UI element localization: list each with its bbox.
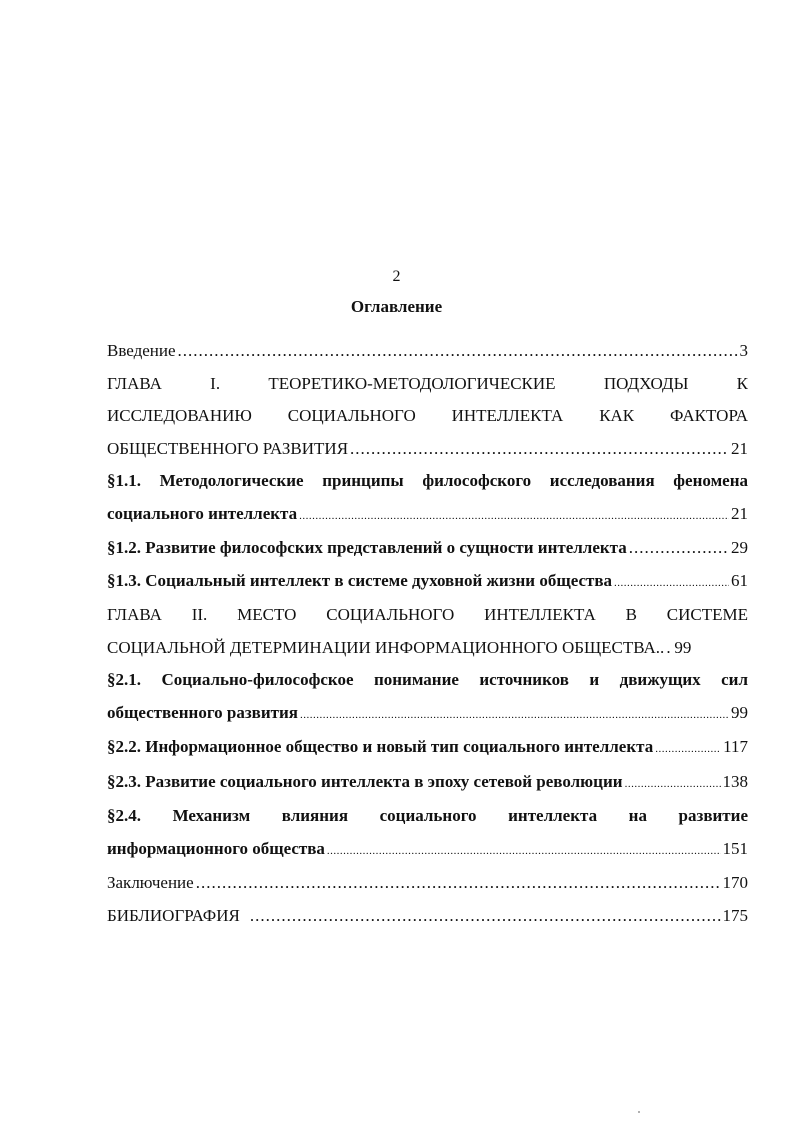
toc-page-number: 21 <box>731 503 748 523</box>
toc-page-number: 138 <box>722 771 748 791</box>
toc-page-number: 29 <box>731 538 748 557</box>
table-of-contents <box>107 335 748 932</box>
dot-leader <box>196 867 721 900</box>
toc-entry-chapter-1[interactable] <box>107 368 748 466</box>
dot-leader <box>300 697 729 732</box>
toc-entry-label-line: ОБЩЕСТВЕННОГО РАЗВИТИЯ <box>107 438 349 458</box>
toc-entry-section-2-2[interactable] <box>107 731 748 766</box>
toc-page-number: 21 <box>731 438 748 458</box>
toc-title: Оглавление <box>350 297 443 316</box>
page-number: 2 <box>392 268 401 285</box>
toc-entry-section-1-2[interactable] <box>107 532 748 565</box>
toc-page-number: 61 <box>731 570 748 590</box>
dot-leader <box>655 731 721 766</box>
toc-entry-label: §1.2. Развитие философских представлений о сущности интеллекта <box>107 538 627 557</box>
dot-leader <box>178 335 738 368</box>
dot-leader <box>299 498 729 533</box>
toc-page-number: 175 <box>722 905 748 925</box>
toc-entry-label-line: информационного общества <box>107 838 325 858</box>
toc-page-number: 3 <box>739 341 748 360</box>
toc-entry-label-line: ИССЛЕДОВАНИЮ СОЦИАЛЬНОГО ИНТЕЛЛЕКТА КАК ФАКТОРА <box>107 406 748 425</box>
dot-leader <box>666 632 672 665</box>
toc-entry-section-1-3[interactable] <box>107 565 748 600</box>
toc-entry-label-line: §2.4. Механизм влияния социального интеллекта на развитие <box>107 806 748 825</box>
dot-leader <box>350 433 729 466</box>
toc-entry-label: Заключение <box>107 873 194 892</box>
scan-speck <box>638 1111 640 1113</box>
toc-entry-conclusion[interactable] <box>107 867 748 900</box>
toc-entry-label-line: ГЛАВА II. МЕСТО СОЦИАЛЬНОГО ИНТЕЛЛЕКТА В СИСТЕМЕ <box>107 605 748 624</box>
toc-entry-section-2-1[interactable] <box>107 664 748 731</box>
dot-leader <box>614 565 729 600</box>
toc-page-number: 117 <box>723 737 748 756</box>
toc-page-number: 99 <box>674 637 692 657</box>
dot-leader <box>327 833 721 868</box>
toc-entry-section-2-4[interactable] <box>107 800 748 867</box>
toc-entry-label-line: ГЛАВА I. ТЕОРЕТИКО-МЕТОДОЛОГИЧЕСКИЕ ПОДХОДЫ К <box>107 373 748 393</box>
toc-entry-label-line: §1.1. Методологические принципы философского исследования феномена <box>107 471 748 490</box>
dot-leader <box>629 532 729 565</box>
toc-page-number: 170 <box>722 873 748 892</box>
toc-entry-section-2-3[interactable] <box>107 766 748 801</box>
toc-entry-label: §1.3. Социальный интеллект в системе духовной жизни общества <box>107 570 613 590</box>
toc-entry-label: §2.3. Развитие социального интеллекта в эпоху сетевой революции <box>107 771 623 791</box>
toc-entry-label-line: общественного развития <box>107 702 298 722</box>
toc-page-number: 151 <box>722 838 748 858</box>
toc-entry-label: Введение <box>107 341 176 360</box>
toc-page-number: 99 <box>731 702 748 722</box>
toc-entry-label: §2.2. Информационное общество и новый тип социального интеллекта <box>107 737 654 756</box>
toc-entry-introduction[interactable] <box>107 335 748 368</box>
toc-entry-bibliography[interactable] <box>107 900 748 933</box>
toc-entry-section-1-1[interactable] <box>107 465 748 532</box>
toc-entry-label-line: социального интеллекта <box>107 503 298 523</box>
toc-entry-label: БИБЛИОГРАФИЯ <box>107 905 240 925</box>
toc-entry-label-line: СОЦИАЛЬНОЙ ДЕТЕРМИНАЦИИ ИНФОРМАЦИОННОГО ОБЩЕСТВА.. <box>107 637 665 657</box>
dot-leader <box>250 900 721 933</box>
toc-entry-chapter-2[interactable] <box>107 599 748 664</box>
dot-leader <box>625 766 721 801</box>
toc-entry-label-line: §2.1. Социально-философское понимание источников и движущих сил <box>107 670 748 689</box>
